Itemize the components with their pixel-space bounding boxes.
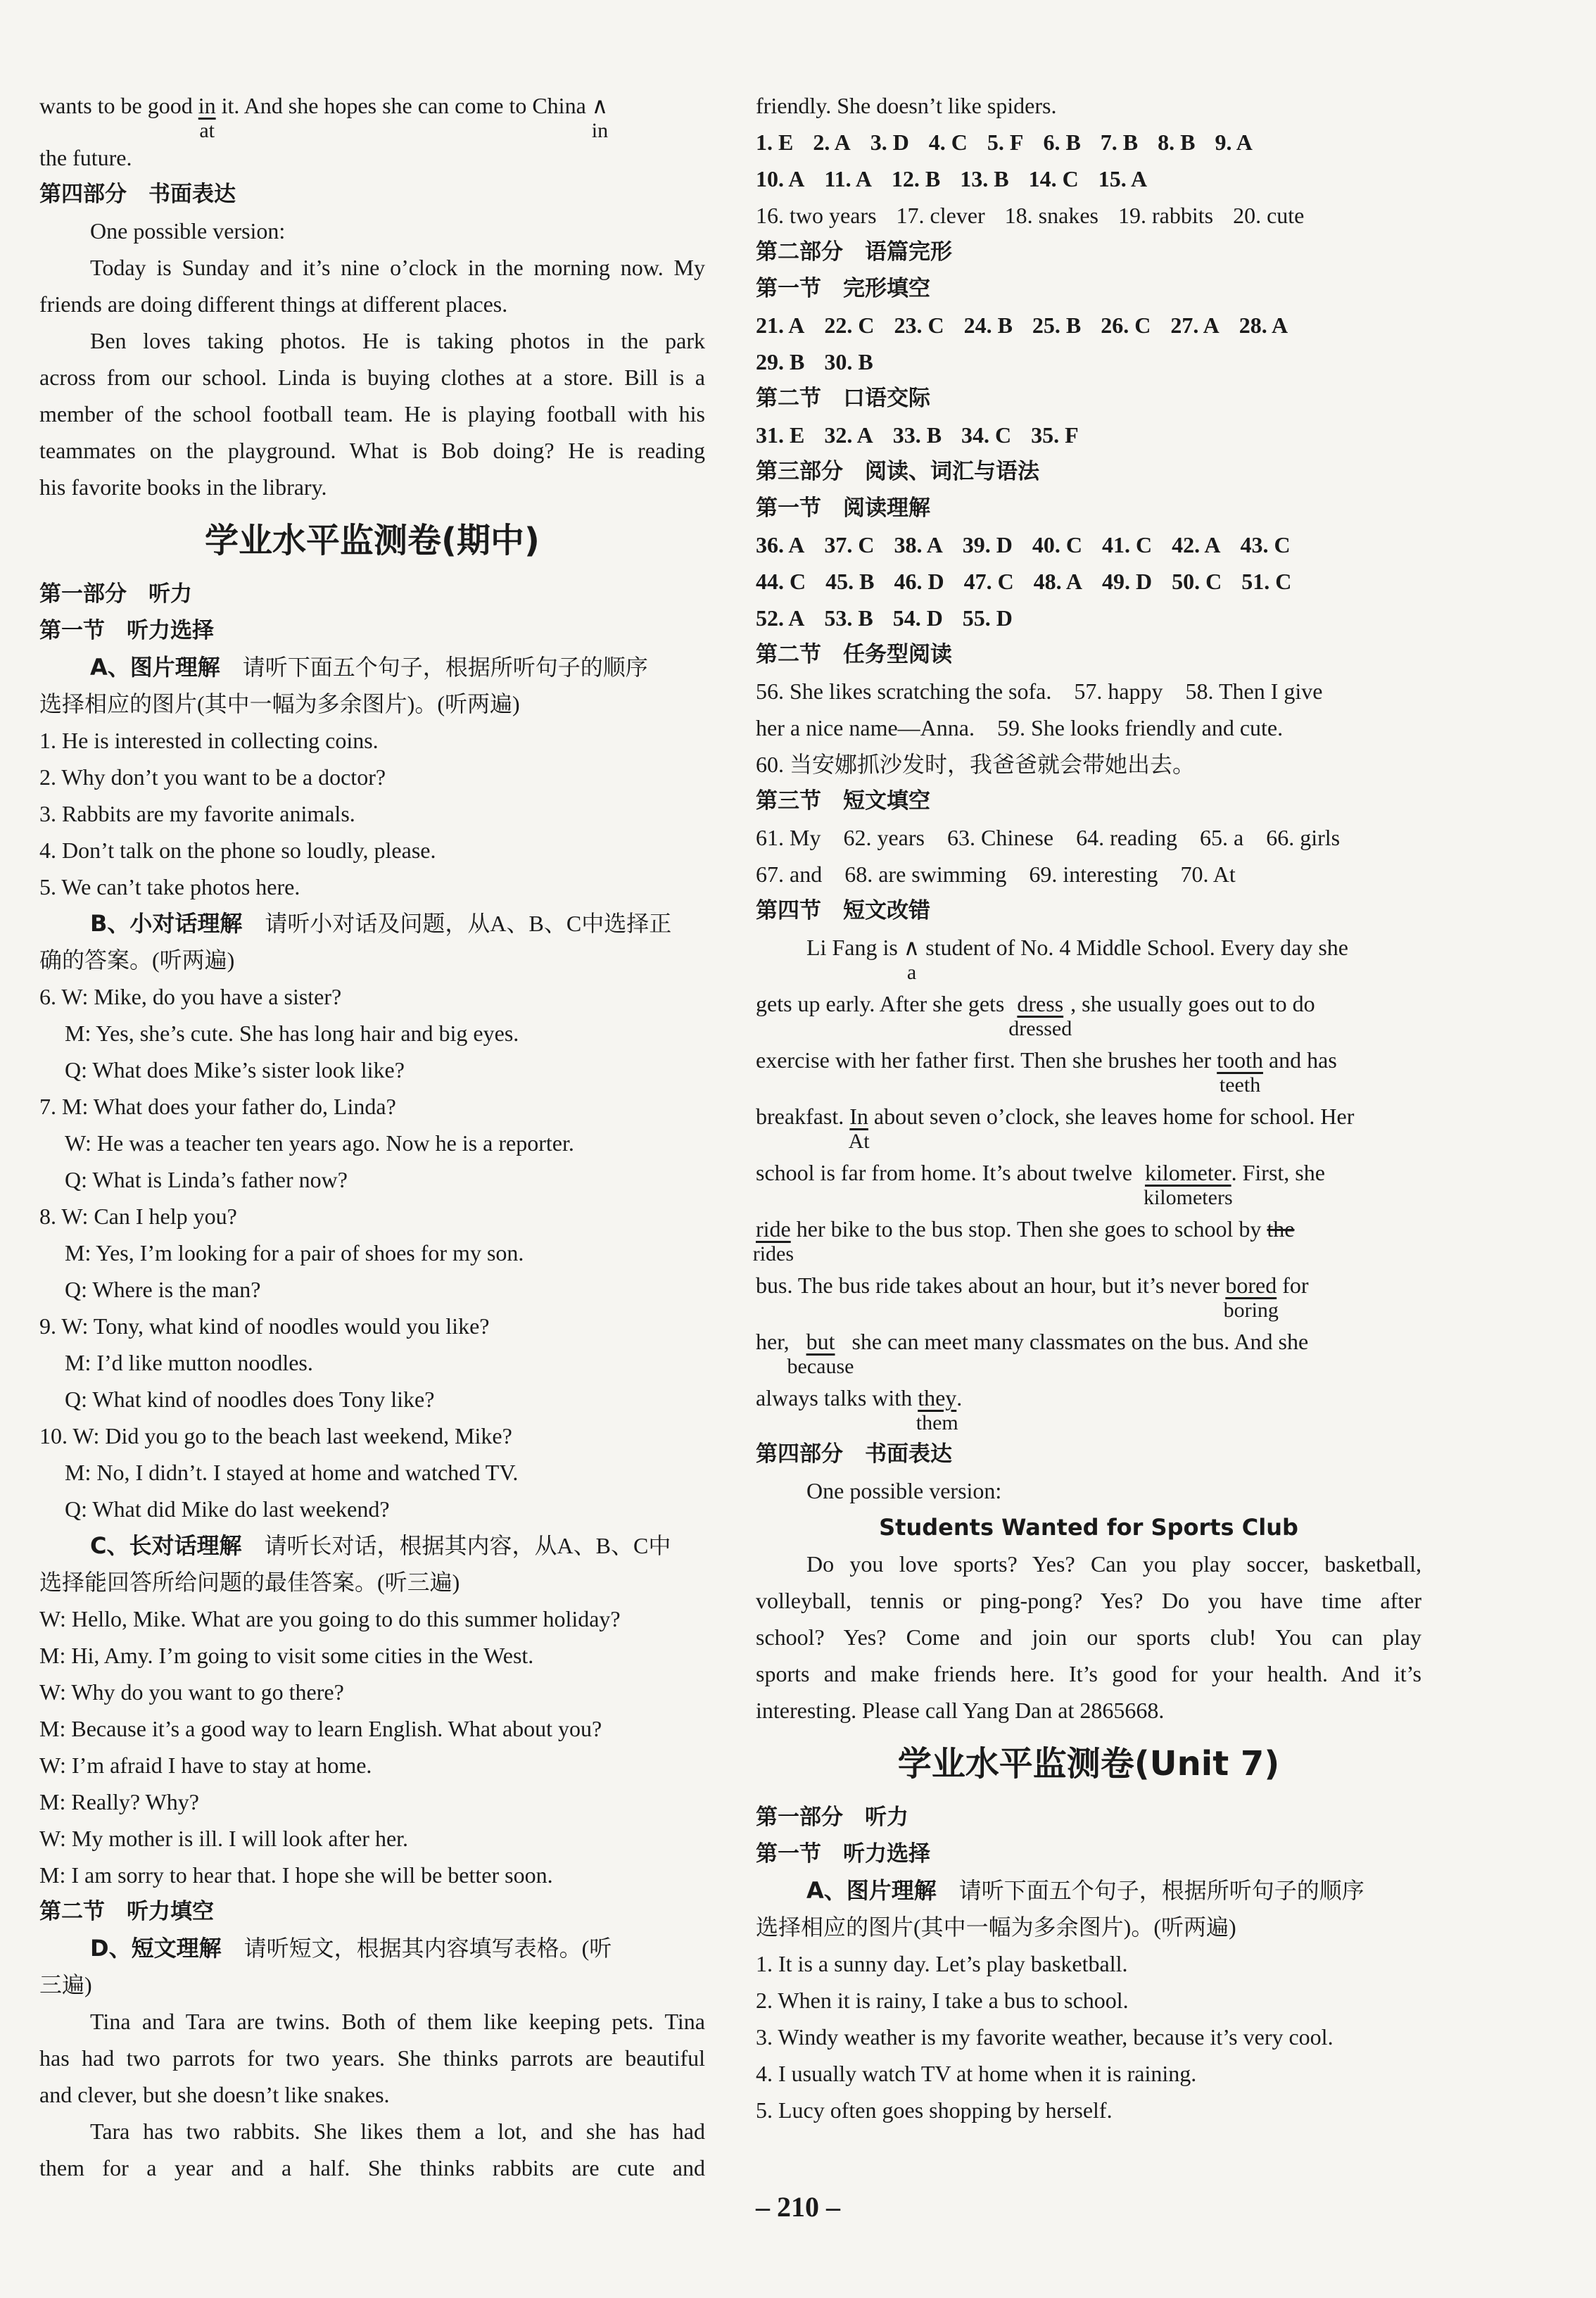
answer-item: 14. C [1028,166,1079,191]
fix-word: in [591,119,609,142]
answer-item: 12. B [891,166,941,191]
fix-word: them [916,1411,958,1434]
answer-item: 52. A [756,605,805,631]
text-line: Tina and Tara are twins. Both of them like keeping pets. Tina [90,2009,705,2034]
answer-item: 9. A [1215,130,1253,155]
text-line: sports and make friends here. It’s good for your health. And it’s [756,1661,1421,1686]
answer-row [756,124,1421,160]
text-span: breakfast. [756,1104,844,1129]
answer-item: 8. B [1158,130,1196,155]
correction [1217,1042,1263,1097]
answer-item: 4. C [928,130,968,155]
text-line: Q: What kind of noodles does Tony like? [65,1387,435,1412]
section-heading: 第一节 听力选择 [39,618,214,643]
answer-item: 18. snakes [1004,203,1098,228]
answer-item: 33. B [892,422,942,448]
text-line: school? Yes? Come and join our sports club! You can play [756,1624,1421,1650]
text-span: Li Fang is [806,935,898,960]
part-heading: 第二部分 语篇完形 [756,239,952,265]
text-span: school is far from home. It’s about twelve [756,1160,1132,1185]
answer-item: 49. D [1102,569,1153,594]
answer-item: 30. B [824,349,873,374]
text-line: 3. Windy weather is my favorite weather, because it’s very cool. [756,2024,1334,2050]
section-heading: 第二节 口语交际 [756,386,930,411]
text-span: student of No. 4 Middle School. Every day she [925,935,1348,960]
answer-item: 39. D [962,532,1013,557]
answer-item: 46. D [894,569,944,594]
wrong-word: In [849,1104,868,1129]
section-heading: 第一节 完形填空 [756,276,930,301]
text-line: 1. It is a sunny day. Let’s play basketball. [756,1951,1128,1976]
answer-item: 3. D [870,130,909,155]
text-line: the future. [39,145,132,170]
fix-word: because [787,1355,854,1378]
text-line: M: I’d like mutton noodles. [65,1350,313,1375]
answer-row [756,526,1421,563]
text-line: 9. W: Tony, what kind of noodles would you like? [39,1313,490,1339]
text-line: W: Hello, Mike. What are you going to do this summer holiday? [39,1606,621,1631]
text-line: volleyball, tennis or ping-pong? Yes? Do you have time after [756,1588,1421,1613]
answer-item: 32. A [824,422,873,448]
answer-item: 47. C [963,569,1014,594]
answer-item: 29. B [756,349,805,374]
answer-item: 11. A [824,166,872,191]
wrong-word: dress [1017,991,1064,1016]
answer-item: 5. F [987,130,1024,155]
answer-item: 10. A [756,166,805,191]
part-heading: 第三部分 阅读、词汇与语法 [756,459,1039,484]
text-span: 请听短文，根据其内容填写表格。(听 [243,1936,612,1961]
fix-word: dressed [1008,1017,1072,1040]
answer-item: 28. A [1239,312,1288,338]
text-line: them for a year and a half. She thinks rabbits are cute and [39,2155,705,2180]
correction-line [756,1267,1421,1323]
text-line: interesting. Please call Yang Dan at 2865668. [756,1698,1165,1723]
answer-row [756,417,1421,453]
test-title: 学业水平监测卷(期中) [205,521,540,560]
text-span: 请听下面五个句子，根据所听句子的顺序 [958,1878,1364,1903]
label: B、小对话理解 [90,910,243,937]
wrong-word: tooth [1217,1047,1263,1073]
text-line: W: He was a teacher ten years ago. Now he is a reporter. [65,1130,574,1156]
section-heading: 第二节 听力填空 [39,1899,214,1924]
correction-line [756,1042,1421,1098]
answer-item: 23. C [894,312,944,338]
text-line: Today is Sunday and it’s nine o’clock in the morning now. My [90,255,705,280]
text-line: 3. Rabbits are my favorite animals. [39,801,355,826]
answer-item: 35. F [1031,422,1079,448]
answer-item: 24. B [963,312,1013,338]
text-line: Q: What does Mike’s sister look like? [65,1057,405,1082]
text-line: M: Because it’s a good way to learn English. What about you? [39,1716,602,1741]
text-span: . [956,1385,963,1410]
answer-item: 13. B [960,166,1009,191]
text-line: 4. I usually watch TV at home when it is raining. [756,2061,1197,2086]
answer-item: 22. C [824,312,875,338]
fix-word: rides [752,1242,794,1265]
wrong-word: kilometer [1144,1160,1231,1185]
answer-item: 45. B [825,569,875,594]
text-line: 7. M: What does your father do, Linda? [39,1094,396,1119]
text-line: One possible version: [90,218,286,244]
text-line: Q: What is Linda’s father now? [65,1167,348,1192]
text-span: about seven o’clock, she leaves home for school. Her [873,1104,1355,1129]
deleted-word: the [1267,1216,1295,1242]
answer-item: 6. B [1043,130,1081,155]
text-line: Q: Where is the man? [65,1277,261,1302]
answer-item: 51. C [1241,569,1292,594]
wrong-word: in [198,93,216,118]
text-span: 请听下面五个句子，根据所听句子的顺序 [242,655,648,680]
fix-word: a [906,961,917,984]
answer-row [756,197,1421,234]
text-line: W: I’m afraid I have to stay at home. [39,1753,372,1778]
text-line: Ben loves taking photos. He is taking photos in the park [90,328,705,353]
correction-line [756,929,1421,985]
label: D、短文理解 [90,1935,222,1962]
correction [198,87,216,142]
answer-item: 15. A [1098,166,1148,191]
correction [787,1323,854,1378]
section-heading: 第一节 听力选择 [756,1841,930,1867]
left-column [39,87,705,2186]
answer-item: 19. rabbits [1117,203,1214,228]
text-line: M: Yes, she’s cute. She has long hair and big eyes. [65,1021,519,1046]
insert-caret: ∧ [903,934,920,961]
answer-row [756,563,1421,600]
text-line: his favorite books in the library. [39,474,327,500]
text-span: exercise with her father first. Then she brushes her [756,1047,1212,1073]
text-span: 请听长对话，根据其内容，从A、B、C中 [264,1533,671,1558]
text-line: 选择相应的图片(其中一幅为多余图片)。(听两遍) [39,691,520,716]
answer-row [756,343,1421,380]
correction [591,87,609,142]
correction [916,1380,958,1434]
answer-item: 54. D [892,605,943,631]
label: A、图片理解 [806,1877,937,1904]
answer-row [756,600,1421,636]
answer-item: 43. C [1240,532,1291,557]
text-line: One possible version: [806,1478,1002,1503]
text-line: 6. W: Mike, do you have a sister? [39,984,342,1009]
text-line: 确的答案。(听两遍) [39,947,235,973]
answer-item: 42. A [1172,532,1221,557]
correction-line [756,1154,1421,1211]
text-line: 选择相应的图片(其中一幅为多余图片)。(听两遍) [756,1914,1236,1940]
text-line: teammates on the playground. What is Bob doing? He is reading [39,438,705,463]
section-heading: 第一节 阅读理解 [756,495,930,521]
wrong-word: bored [1225,1273,1277,1298]
text-line: 2. Why don’t you want to be a doctor? [39,764,386,790]
text-line: 56. She likes scratching the sofa. 57. happy 58. Then I give [756,678,1323,704]
answer-item: 55. D [962,605,1013,631]
wrong-word: but [806,1329,835,1354]
fix-word: kilometers [1143,1186,1233,1209]
text-line: 4. Don’t talk on the phone so loudly, please. [39,838,436,863]
part-heading: 第一部分 听力 [756,1805,908,1830]
answer-item: 26. C [1101,312,1151,338]
text-line: member of the school football team. He is playing football with his [39,401,705,427]
text-line: 60. 当安娜抓沙发时，我爸爸就会带她出去。 [756,752,1196,777]
answer-row [756,160,1421,197]
answer-item: 41. C [1102,532,1153,557]
text-line: friendly. She doesn’t like spiders. [756,93,1057,118]
answer-item: 20. cute [1233,203,1305,228]
text-line: 61. My 62. years 63. Chinese 64. reading 65. a 66. girls [756,825,1341,850]
section-heading: 第四部分 书面表达 [39,182,236,207]
text-line: M: Hi, Amy. I’m going to visit some cities in the West. [39,1643,534,1668]
text-line: 2. When it is rainy, I take a bus to school. [756,1988,1129,2013]
text-span: for [1282,1273,1309,1298]
text-line: 选择能回答所给问题的最佳答案。(听三遍) [39,1570,460,1595]
text-span: , she usually goes out to do [1070,991,1315,1016]
answer-item: 31. E [756,422,805,448]
correction [1143,1154,1233,1209]
text-line: across from our school. Linda is buying clothes at a store. Bill is a [39,365,705,390]
text-line: M: Yes, I’m looking for a pair of shoes for my son. [65,1240,524,1265]
text-line: M: I am sorry to hear that. I hope she will be better soon. [39,1862,553,1888]
fix-word: teeth [1219,1073,1261,1097]
answer-row [756,307,1421,343]
correction-line [756,1323,1421,1380]
essay-title: Students Wanted for Sports Club [879,1514,1298,1541]
correction-line [752,1211,1421,1267]
text-span: wants to be good [39,93,193,118]
correction [848,1098,870,1153]
label: C、长对话理解 [90,1532,242,1559]
text-span: it. And she hopes she can come to China [221,93,586,118]
text-line: has had two parrots for two years. She thinks parrots are beautiful [39,2045,705,2071]
fix-word: at [199,119,215,142]
text-span: . First, she [1231,1160,1325,1185]
answer-item: 1. E [756,130,794,155]
answer-item: 53. B [824,605,873,631]
text-line: Tara has two rabbits. She likes them a lot, and she has had [90,2119,705,2144]
answer-item: 16. two years [756,203,877,228]
text-span: her, [756,1329,790,1354]
text-line [39,87,705,142]
section-heading: 第二节 任务型阅读 [756,642,952,667]
answer-item: 17. clever [896,203,985,228]
fix-word: At [848,1130,870,1153]
text-line: 8. W: Can I help you? [39,1204,237,1229]
text-line: 5. Lucy often goes shopping by herself. [756,2097,1113,2123]
answer-item: 34. C [961,422,1012,448]
answer-item: 38. A [894,532,943,557]
text-line: Q: What did Mike do last weekend? [65,1496,390,1522]
answer-item: 27. A [1170,312,1220,338]
answer-item: 2. A [813,130,851,155]
correction [1008,985,1072,1040]
answer-item: 36. A [756,532,805,557]
text-line: Do you love sports? Yes? Can you play soccer, basketball, [806,1551,1421,1577]
text-span: bus. The bus ride takes about an hour, but it’s never [756,1273,1220,1298]
page-number: – 210 – [756,2191,840,2223]
text-span: and has [1268,1047,1337,1073]
answer-item: 25. B [1032,312,1082,338]
text-line: 67. and 68. are swimming 69. interesting 70. At [756,861,1236,887]
insert-caret: ∧ [591,92,609,119]
text-line: 1. He is interested in collecting coins. [39,728,379,753]
text-span: 请听小对话及问题，从A、B、C中选择正 [265,911,672,936]
answer-item: 7. B [1100,130,1139,155]
fix-word: boring [1223,1299,1279,1322]
correction [1223,1267,1279,1322]
text-span: gets up early. After she gets [756,991,1005,1016]
text-span: her bike to the bus stop. Then she goes to school by [796,1216,1262,1242]
text-line: friends are doing different things at different places. [39,291,508,317]
correction-line [756,1098,1421,1154]
text-line: her a nice name—Anna. 59. She looks friendly and cute. [756,715,1284,740]
answer-item: 40. C [1032,532,1083,557]
answer-item: 48. A [1033,569,1083,594]
text-line: M: Really? Why? [39,1789,199,1814]
answer-item: 37. C [824,532,875,557]
text-line: M: No, I didn’t. I stayed at home and watched TV. [65,1460,519,1485]
text-line: W: My mother is ill. I will look after her. [39,1826,409,1851]
correction [903,929,920,984]
part-heading: 第四部分 书面表达 [756,1441,952,1467]
part-heading: 第一部分 听力 [39,581,192,607]
answer-item: 44. C [756,569,806,594]
correction [752,1211,794,1265]
answer-item: 21. A [756,312,805,338]
answer-item: 50. C [1172,569,1222,594]
wrong-word: ride [756,1216,791,1242]
right-column [752,87,1421,2128]
label: A、图片理解 [90,654,220,681]
correction-line [756,1380,1421,1436]
text-line: W: Why do you want to go there? [39,1679,344,1705]
test-title: 学业水平监测卷(Unit 7) [897,1744,1280,1784]
section-heading: 第三节 短文填空 [756,788,930,814]
text-line: 三遍) [39,1972,92,1997]
text-line: 5. We can’t take photos here. [39,874,300,899]
text-span: always talks with [756,1385,913,1410]
text-line: 10. W: Did you go to the beach last weekend, Mike? [39,1423,512,1448]
section-heading: 第四节 短文改错 [756,898,930,923]
text-span: she can meet many classmates on the bus. And she [851,1329,1309,1354]
correction-line [756,985,1421,1042]
text-line: and clever, but she doesn’t like snakes. [39,2082,390,2107]
wrong-word: they [918,1385,957,1410]
